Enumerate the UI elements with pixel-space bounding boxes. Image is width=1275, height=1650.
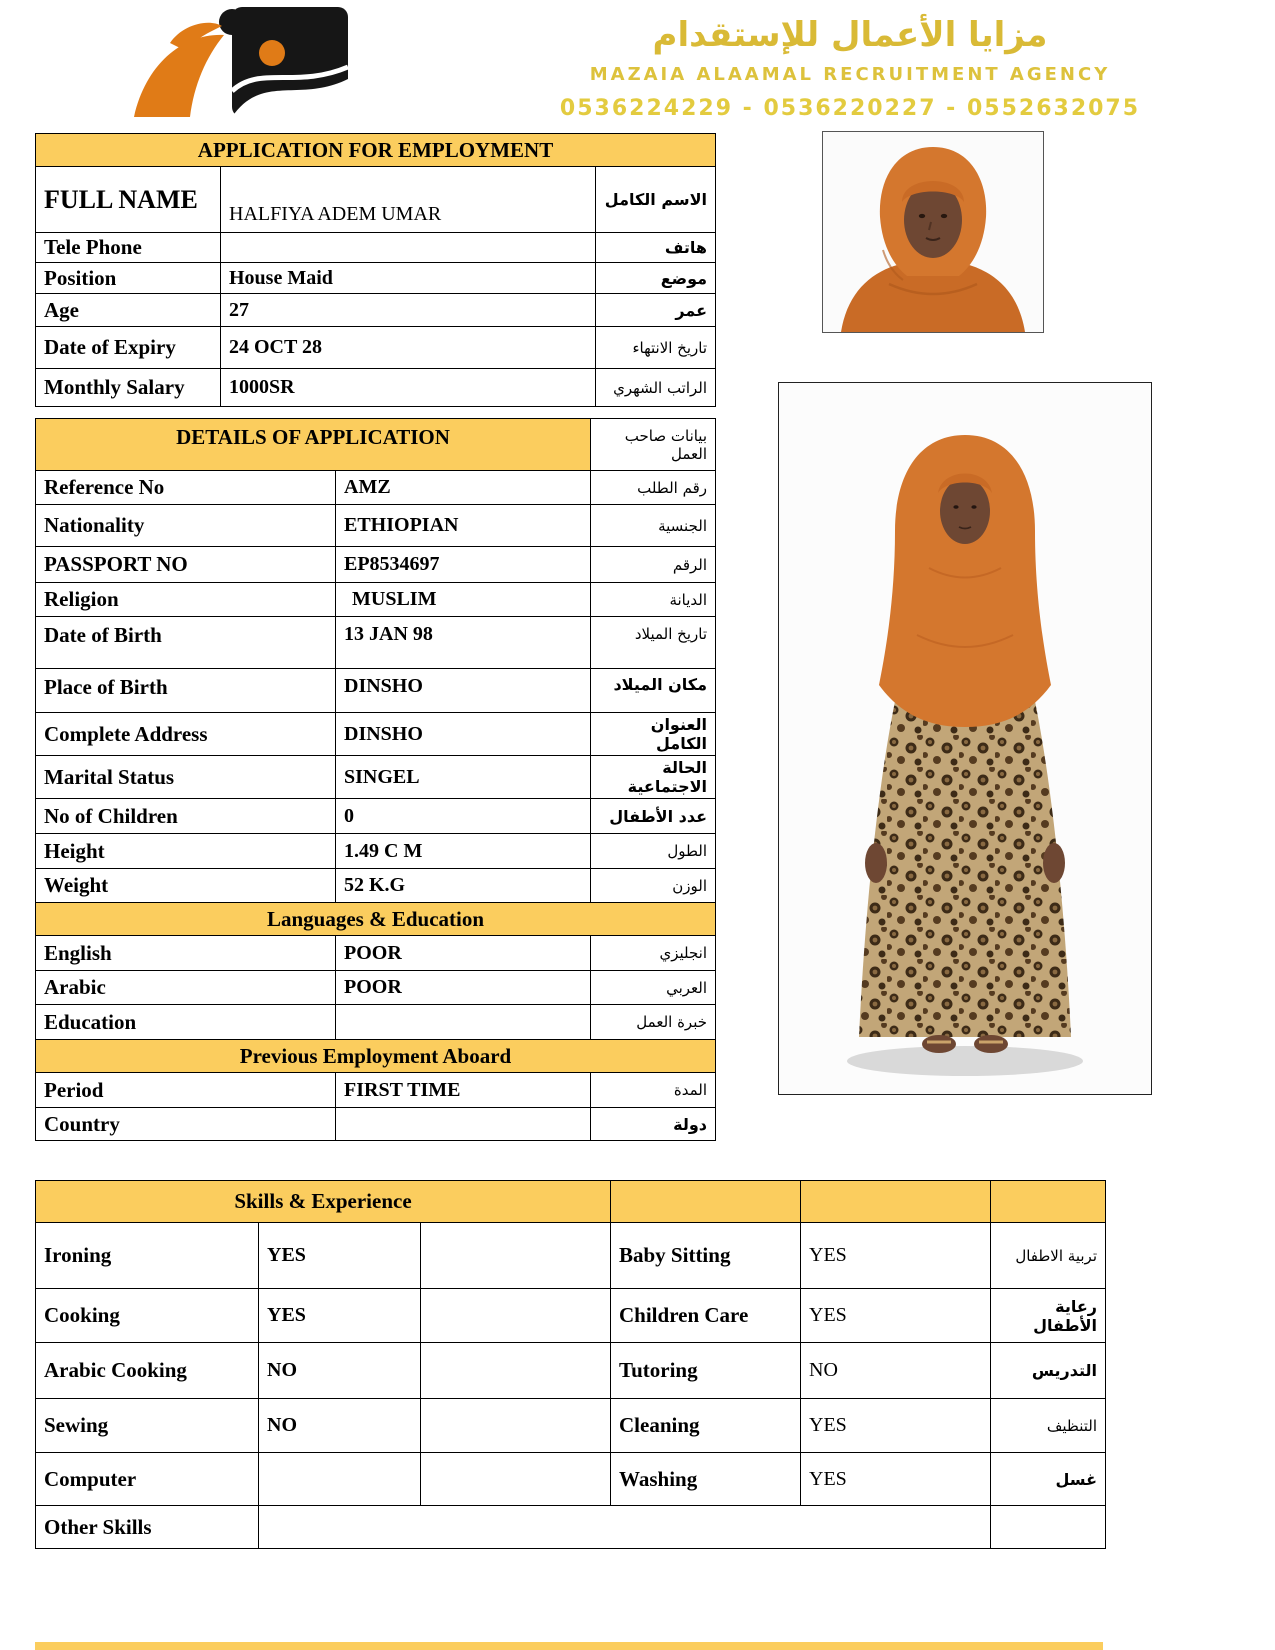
skill-label: Baby Sitting [611, 1223, 801, 1289]
field-label: Date of Birth [36, 617, 336, 669]
field-label-arabic: مكان الميلاد [591, 669, 716, 713]
field-label-arabic: الجنسية [591, 505, 716, 547]
field-label-arabic: العنوان الكامل [591, 713, 716, 756]
skill-value: YES [801, 1289, 991, 1343]
field-label-arabic: الطول [591, 834, 716, 869]
agency-logo-icon [120, 5, 350, 123]
details-table-title: DETAILS OF APPLICATION [36, 419, 591, 471]
agency-header [520, 16, 1180, 121]
field-value [221, 233, 596, 263]
field-label-arabic: الرقم [591, 547, 716, 583]
field-label: Monthly Salary [36, 369, 221, 407]
skills-header-spacer [991, 1181, 1106, 1223]
skill-label: Children Care [611, 1289, 801, 1343]
skill-label-arabic: التدريس [991, 1343, 1106, 1399]
field-label: Date of Expiry [36, 327, 221, 369]
field-value: ETHIOPIAN [336, 505, 591, 547]
skills-empty-cell [421, 1289, 611, 1343]
skill-value: YES [801, 1453, 991, 1506]
field-label-arabic: تاريخ الانتهاء [596, 327, 716, 369]
field-value: HALFIYA ADEM UMAR [221, 167, 596, 233]
skill-label: Other Skills [36, 1506, 259, 1549]
skill-value [259, 1453, 421, 1506]
field-label-arabic: انجليزي [591, 936, 716, 971]
skill-label: Computer [36, 1453, 259, 1506]
languages-section-title: Languages & Education [36, 903, 716, 936]
skill-label-arabic: رعاية الأطفال [991, 1289, 1106, 1343]
field-label: Country [36, 1108, 336, 1141]
field-label-arabic: المدة [591, 1073, 716, 1108]
field-label: Complete Address [36, 713, 336, 756]
field-value: DINSHO [336, 669, 591, 713]
field-label-arabic: خبرة العمل [591, 1005, 716, 1040]
field-label: Reference No [36, 471, 336, 505]
field-label-arabic: الاسم الكامل [596, 167, 716, 233]
field-label: Position [36, 263, 221, 294]
field-label: Place of Birth [36, 669, 336, 713]
skill-label: Sewing [36, 1399, 259, 1453]
agency-phone-numbers: 0536224229 - 0536220227 - 0552632075 [559, 96, 1141, 122]
field-value: POOR [336, 971, 591, 1005]
employment-table-title: APPLICATION FOR EMPLOYMENT [36, 134, 716, 167]
field-label-arabic: عدد الأطفال [591, 799, 716, 834]
skills-table [35, 1180, 1106, 1549]
field-label-arabic: الديانة [591, 583, 716, 617]
skills-header-spacer [801, 1181, 991, 1223]
field-value: DINSHO [336, 713, 591, 756]
field-value: 13 JAN 98 [336, 617, 591, 669]
field-label: Period [36, 1073, 336, 1108]
skill-label: Tutoring [611, 1343, 801, 1399]
field-label: PASSPORT NO [36, 547, 336, 583]
details-table [35, 418, 716, 1141]
skill-value: NO [801, 1343, 991, 1399]
field-label-arabic: عمر [596, 294, 716, 327]
field-label: Height [36, 834, 336, 869]
skill-label: Washing [611, 1453, 801, 1506]
field-label-arabic: الحالة الاجتماعية [591, 756, 716, 799]
field-label: Education [36, 1005, 336, 1040]
previous-employment-section-title: Previous Employment Aboard [36, 1040, 716, 1073]
skills-empty-cell [421, 1453, 611, 1506]
field-value: 24 OCT 28 [221, 327, 596, 369]
field-label: FULL NAME [36, 167, 221, 233]
skills-empty-cell [991, 1506, 1106, 1549]
field-label: Age [36, 294, 221, 327]
field-label-arabic: تاريخ الميلاد [591, 617, 716, 669]
field-label: Marital Status [36, 756, 336, 799]
field-label-arabic: الراتب الشهري [596, 369, 716, 407]
field-value: MUSLIM [336, 583, 591, 617]
field-label-arabic: هاتف [596, 233, 716, 263]
skills-empty-cell [421, 1223, 611, 1289]
details-table-title-arabic: بيانات صاحب العمل [591, 419, 716, 471]
skill-value: YES [801, 1223, 991, 1289]
agency-name-english: MAZAIA ALAAMAL RECRUITMENT AGENCY [589, 64, 1111, 86]
bottom-yellow-bar [35, 1642, 1103, 1650]
applicant-fullbody-photo [778, 382, 1152, 1095]
skill-label: Cleaning [611, 1399, 801, 1453]
field-value: 1.49 C M [336, 834, 591, 869]
applicant-headshot-photo [822, 131, 1044, 333]
field-label: No of Children [36, 799, 336, 834]
skill-label: Arabic Cooking [36, 1343, 259, 1399]
field-label-arabic: دولة [591, 1108, 716, 1141]
field-value: 27 [221, 294, 596, 327]
field-label-arabic: الوزن [591, 869, 716, 903]
field-value [336, 1005, 591, 1040]
skill-label-arabic: تربية الاطفال [991, 1223, 1106, 1289]
skills-table-title: Skills & Experience [36, 1181, 611, 1223]
skill-value: YES [259, 1289, 421, 1343]
field-value: House Maid [221, 263, 596, 294]
field-label: Tele Phone [36, 233, 221, 263]
skill-value: YES [801, 1399, 991, 1453]
skill-value: NO [259, 1343, 421, 1399]
field-label: Religion [36, 583, 336, 617]
skills-empty-cell [421, 1399, 611, 1453]
field-label-arabic: العربي [591, 971, 716, 1005]
field-value: FIRST TIME [336, 1073, 591, 1108]
skill-value: NO [259, 1399, 421, 1453]
field-label-arabic: رقم الطلب [591, 471, 716, 505]
skill-label-arabic: التنظيف [991, 1399, 1106, 1453]
employment-table [35, 133, 716, 407]
field-value: AMZ [336, 471, 591, 505]
field-label-arabic: موضع [596, 263, 716, 294]
skills-header-spacer [611, 1181, 801, 1223]
field-value: 1000SR [221, 369, 596, 407]
agency-name-arabic: مزايا الأعمال للإستقدام [652, 15, 1048, 55]
skill-label: Ironing [36, 1223, 259, 1289]
field-label: Nationality [36, 505, 336, 547]
field-label: Arabic [36, 971, 336, 1005]
field-value: SINGEL [336, 756, 591, 799]
field-value: 0 [336, 799, 591, 834]
skill-value: YES [259, 1223, 421, 1289]
field-label: English [36, 936, 336, 971]
field-label: Weight [36, 869, 336, 903]
skill-label-arabic: غسل [991, 1453, 1106, 1506]
other-skills-value-cell [259, 1506, 991, 1549]
field-value: EP8534697 [336, 547, 591, 583]
field-value: 52 K.G [336, 869, 591, 903]
field-value: POOR [336, 936, 591, 971]
skill-label: Cooking [36, 1289, 259, 1343]
field-value [336, 1108, 591, 1141]
skills-empty-cell [421, 1343, 611, 1399]
